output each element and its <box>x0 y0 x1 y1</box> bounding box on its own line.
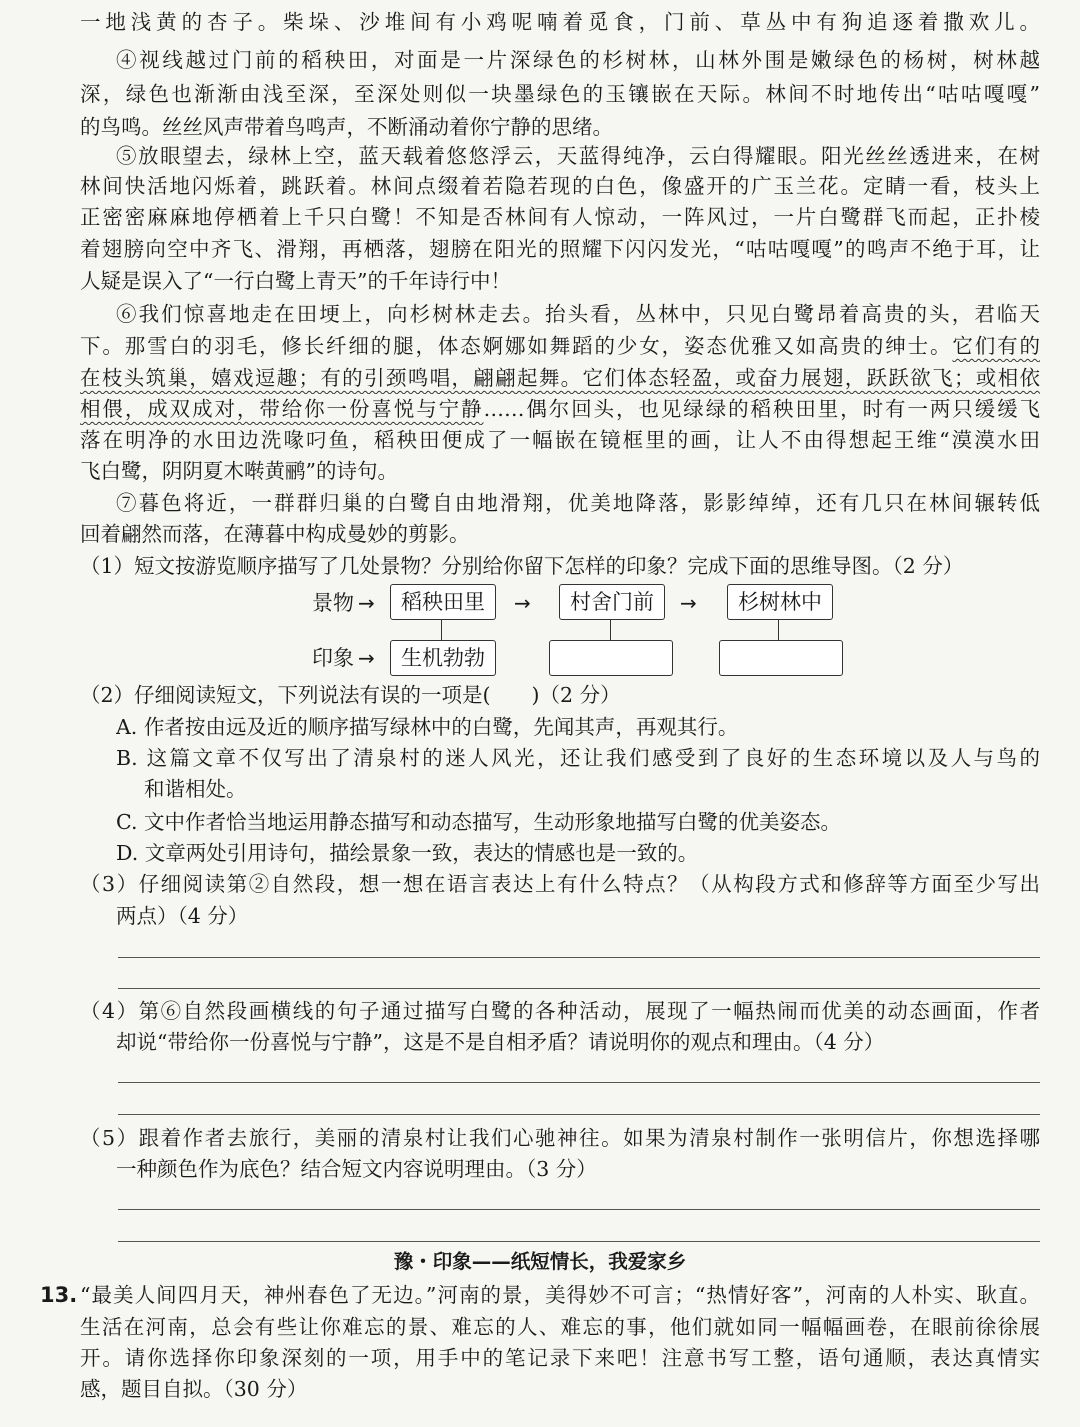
passage-line: 着翅膀向空中齐飞、滑翔，再栖落，翅膀在阳光的照耀下闪闪发光，“咕咕嘎嘎”的鸣声不绝于耳，让 <box>80 237 1040 261</box>
question-4: （4）第⑥自然段画横线的句子通过描写白鹭的各种活动，展现了一幅热闹而优美的动态画面，作者 <box>80 999 1040 1023</box>
passage-text: 下。那雪白的羽毛，修长纤细的腿，体态婀娜如舞蹈的少女，姿态优雅又如高贵的绅士。 <box>80 334 953 358</box>
question-3-cont: 两点）（4 分） <box>116 904 249 928</box>
answer-line[interactable] <box>118 1241 1040 1242</box>
answer-line[interactable] <box>118 957 1040 958</box>
impression-box-3[interactable] <box>719 640 843 676</box>
passage-line: 的鸟鸣。丝丝风声带着鸟鸣声，不断涌动着你宁静的思绪。 <box>80 115 613 139</box>
impression-box-2[interactable] <box>549 640 673 676</box>
impression-row-label: 印象 <box>312 646 354 670</box>
answer-line[interactable] <box>118 1082 1040 1083</box>
passage-line: 正密密麻麻地停栖着上千只白鹭！不知是否林间有人惊动，一阵风过，一片白鹭群飞而起，正扑棱 <box>80 205 1040 229</box>
answer-line[interactable] <box>118 1209 1040 1210</box>
question-5-cont: 一种颜色作为底色？结合短文内容说明理由。（3 分） <box>116 1157 597 1181</box>
underlined-sentence: 在枝头筑巢，嬉戏逗趣；有的引颈鸣唱，翩翩起舞。它们体态轻盈，或奋力展翅，跃跃欲飞；或相依 <box>80 366 1040 390</box>
question-3: （3）仔细阅读第②自然段，想一想在语言表达上有什么特点？（从构段方式和修辞等方面至少写出 <box>80 872 1040 896</box>
option-b[interactable]: B. 这篇文章不仅写出了清泉村的迷人风光，还让我们感受到了良好的生态环境以及人与鸟的 <box>116 746 1040 770</box>
question-5: （5）跟着作者去旅行，美丽的清泉村让我们心驰神往。如果为清泉村制作一张明信片，你想选择哪 <box>80 1126 1040 1150</box>
question-4-cont: 却说“带给你一份喜悦与宁静”，这是不是自相矛盾？请说明你的观点和理由。（4 分） <box>116 1030 885 1054</box>
scene-box-1: 稻秧田里 <box>390 584 496 620</box>
passage-line: 回着翩然而落，在薄暮中构成曼妙的剪影。 <box>80 522 470 546</box>
passage-line: ⑥我们惊喜地走在田埂上，向杉树林走去。抬头看，丛林中，只见白鹭昂着高贵的头，君临天 <box>116 302 1040 326</box>
passage-line <box>80 330 1040 362</box>
passage-line: 落在明净的水田边洗喙叼鱼，稻秧田便成了一幅嵌在镜框里的画，让人不由得想起王维“漠漠水田 <box>80 428 1040 452</box>
passage-line: 人疑是误入了“一行白鹭上青天”的千年诗行中！ <box>80 269 511 293</box>
section-title: 豫・印象——纸短情长，我爱家乡 <box>393 1250 687 1273</box>
passage-line: ④视线越过门前的稻秧田，对面是一片深绿色的杉树林，山林外围是嫩绿色的杨树，树林越 <box>116 48 1040 72</box>
connector <box>610 620 611 640</box>
passage-line: 飞白鹭，阴阴夏木啭黄鹂”的诗句。 <box>80 459 398 483</box>
passage-line <box>80 393 1040 425</box>
passage-line: 深，绿色也渐渐由浅至深，至深处则似一块墨绿色的玉镶嵌在天际。林间不时地传出“咕咕嘎嘎” <box>80 82 1040 106</box>
option-d[interactable]: D. 文章两处引用诗句，描绘景象一致，表达的情感也是一致的。 <box>116 841 699 865</box>
passage-line: ⑦暮色将近，一群群归巢的白鹭自由地滑翔，优美地降落，影影绰绰，还有几只在林间辗转低 <box>116 491 1040 515</box>
passage-line <box>80 362 1040 394</box>
option-a[interactable]: A. 作者按由远及近的顺序描写绿林中的白鹭，先闻其声，再观其行。 <box>116 715 739 739</box>
underlined-sentence: 相偎，成双成对，带给你一份喜悦与宁静 <box>80 397 484 421</box>
passage-line: ⑤放眼望去，绿林上空，蓝天载着悠悠浮云，天蓝得纯净，云白得耀眼。阳光丝丝透进来，在树 <box>116 144 1040 168</box>
question-13-line: 开。请你选择你印象深刻的一项，用手中的笔记录下来吧！注意书写工整，语句通顺，表达真情实 <box>80 1346 1040 1370</box>
underlined-sentence: 它们有的 <box>952 334 1040 358</box>
answer-line[interactable] <box>118 988 1040 989</box>
question-13-number: 13. <box>40 1283 78 1307</box>
connector <box>441 620 442 640</box>
option-b-cont: 和谐相处。 <box>144 777 247 801</box>
scene-box-2: 村舍门前 <box>559 584 665 620</box>
connector <box>778 620 779 640</box>
scene-box-3: 杉树林中 <box>727 584 833 620</box>
option-c[interactable]: C. 文中作者恰当地运用静态描写和动态描写，生动形象地描写白鹭的优美姿态。 <box>116 810 841 834</box>
question-13-line: 生活在河南，总会有些让你难忘的景、难忘的人、难忘的事，他们就如同一幅幅画卷，在眼前徐徐展 <box>80 1315 1040 1339</box>
scene-row-label: 景物 <box>312 591 354 615</box>
arrow-icon: → <box>358 646 375 670</box>
passage-line: 林间快活地闪烁着，跳跃着。林间点缀着若隐若现的白色，像盛开的广玉兰花。定睛一看，枝头上 <box>80 174 1040 198</box>
arrow-icon: → <box>358 591 375 615</box>
question-13-line: “最美人间四月天，神州春色了无边。”河南的景，美得妙不可言；“热情好客”，河南的人朴实、耿直。 <box>80 1283 1040 1307</box>
question-13-line: 感，题目自拟。（30 分） <box>80 1377 308 1401</box>
question-2: （2）仔细阅读短文，下列说法有误的一项是( )（2 分） <box>80 683 621 707</box>
passage-line: 一地浅黄的杏子。柴垛、沙堆间有小鸡呢喃着觅食，门前、草丛中有狗追逐着撒欢儿。 <box>80 10 1040 34</box>
answer-line[interactable] <box>118 1114 1040 1115</box>
passage-text: ……偶尔回头，也见绿绿的稻秧田里，时有一两只缓缓飞 <box>483 397 1040 421</box>
arrow-icon: → <box>514 591 531 615</box>
question-1: （1）短文按游览顺序描写了几处景物？分别给你留下怎样的印象？完成下面的思维导图。（2 分） <box>80 554 964 578</box>
arrow-icon: → <box>680 591 697 615</box>
impression-box-1: 生机勃勃 <box>390 640 496 676</box>
